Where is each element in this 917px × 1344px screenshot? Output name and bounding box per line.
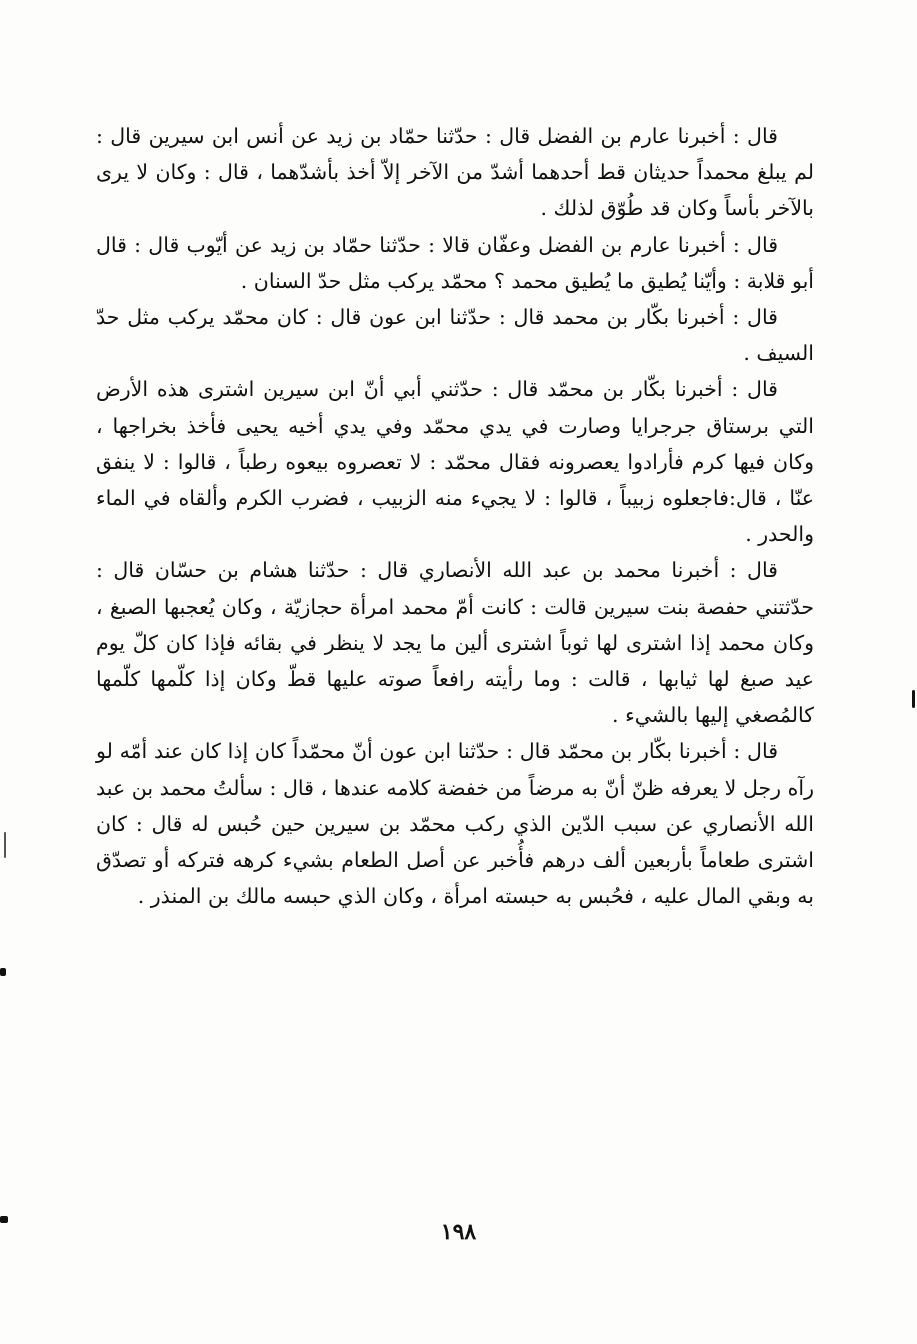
scan-edge-mark (0, 1216, 8, 1223)
paragraph: قال : أخبرنا عارم بن الفضل وعفّان قالا : حدّثنا حمّاد بن زيد عن أيّوب قال : قال أبو قلابة : وأيّنا يُطيق ما يُطيق محمد ؟ محمّد يركب مثل حدّ السنان . (96, 232, 814, 293)
paragraph: قال : أخبرنا عارم بن الفضل قال : حدّثنا حمّاد بن زيد عن أنس ابن سيرين قال : لم يبلغ محمداً حديثان قط أحدهما أشدّ من الآخر إلاّ أخذ بأشدّهما ، قال : وكان لا يرى بالآخر بأساً وكان قد طُوّق لذلك . (96, 124, 814, 221)
scan-edge-mark (4, 832, 6, 858)
scan-edge-mark (0, 968, 6, 976)
paragraph: قال : أخبرنا بكّار بن محمّد قال : حدّثني أبي أنّ ابن سيرين اشترى هذه الأرض التي برستاق جرجرايا وصارت في يدي محمّد وفي يدي أخيه يحيى فأخذ بخراجها ، وكان فيها كرم فأرادوا يعصرونه فقال محمّد : لا تعصروه بيعوه رطباً ، قالوا : لا ينفق عنّا ، قال:فاجعلوه زبيباً ، قالوا : لا يجيء منه الزبيب ، فضرب الكرم وألقاه في الماء والحدر . (96, 377, 814, 547)
paragraph: قال : أخبرنا بكّار بن محمد قال : حدّثنا ابن عون قال : كان محمّد يركب مثل حدّ السيف . (96, 305, 814, 366)
scan-edge-mark (912, 690, 915, 708)
page-number: ١٩٨ (440, 1219, 477, 1245)
paragraph: قال : أخبرنا بكّار بن محمّد قال : حدّثنا ابن عون أنّ محمّداً كان إذا كان عند أمّه لو رآه رجل لا يعرفه ظنّ أنّ به مرضاً من خفضة كلامه عندها ، قال : سألتُ محمد بن عبد الله الأنصاري عن سبب الدّين الذي ركب محمّد بن سيرين حين حُبس له قال : كان اشترى طعاماً بأربعين ألف درهم فأُخبر عن أصل الطعام بشيء كرهه فتركه أو تصدّق به وبقي المال عليه ، فحُبس به حبسته امرأة ، وكان الذي حبسه مالك بن المنذر . (96, 739, 814, 909)
body-text (96, 118, 814, 914)
paragraph: قال : أخبرنا محمد بن عبد الله الأنصاري قال : حدّثنا هشام بن حسّان قال : حدّثتني حفصة بنت سيرين قالت : كانت أمّ محمد امرأة حجازيّة ، وكان يُعجبها الصبغ ، وكان محمد إذا اشترى لها ثوباً اشترى ألين ما يجد لا ينظر في بقائه فإذا كان كلّ يوم عيد صبغ لها ثيابها ، قالت : وما رأيته رافعاً صوته عليها قطّ وكان إذا كلّمها كلّمها كالمُصغي إليها بالشيء . (96, 558, 814, 728)
